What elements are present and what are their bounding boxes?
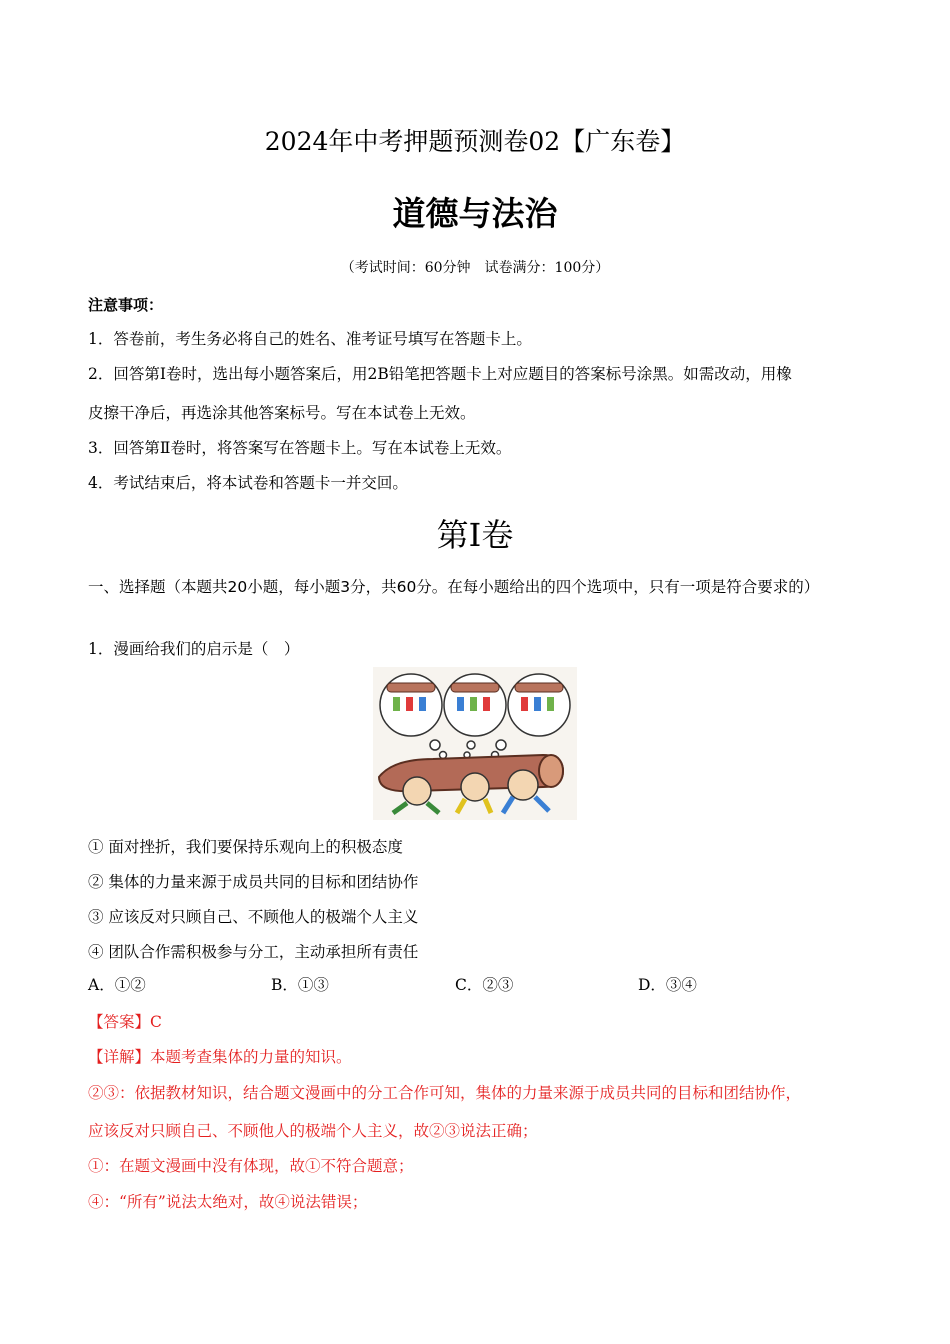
statement-item: ① 面对挫折，我们要保持乐观向上的积极态度 xyxy=(88,838,403,856)
notice-item: 皮擦干净后，再选涂其他答案标号。写在本试卷上无效。 xyxy=(88,404,476,422)
notice-item: 4．考试结束后，将本试卷和答题卡一并交回。 xyxy=(88,474,408,492)
analysis-line: ④：“所有”说法太绝对，故④说法错误； xyxy=(88,1193,368,1211)
statement-item: ② 集体的力量来源于成员共同的目标和团结协作 xyxy=(88,873,419,891)
subject-title: 道德与法治 xyxy=(392,194,558,233)
notice-item: 2．回答第Ⅰ卷时，选出每小题答案后，用2B铅笔把答题卡上对应题目的答案标号涂黑。如需改动，用橡 xyxy=(88,365,792,383)
answer-line: 【答案】C xyxy=(88,1013,162,1031)
question-stem: 1．漫画给我们的启示是（ ） xyxy=(88,640,300,658)
analysis-line: ①：在题文漫画中没有体现，故①不符合题意； xyxy=(88,1157,414,1175)
section-heading: 一、选择题（本题共20小题，每小题3分，共60分。在每小题给出的四个选项中，只有一项是符合要求的） xyxy=(88,578,820,596)
part-title: 第Ⅰ卷 xyxy=(436,516,514,554)
option-a: A．①② xyxy=(88,976,146,994)
notice-heading: 注意事项： xyxy=(88,296,164,314)
notice-item: 1．答卷前，考生务必将自己的姓名、准考证号填写在答题卡上。 xyxy=(88,330,532,348)
cartoon-image xyxy=(373,667,577,820)
statement-item: ④ 团队合作需积极参与分工，主动承担所有责任 xyxy=(88,943,419,961)
exam-info: （考试时间：60分钟 试卷满分：100分） xyxy=(340,260,610,276)
option-b: B．①③ xyxy=(271,976,329,994)
analysis-line: ②③：依据教材知识，结合题文漫画中的分工合作可知，集体的力量来源于成员共同的目标和团结协作， xyxy=(88,1084,802,1102)
detail-line: 【详解】本题考查集体的力量的知识。 xyxy=(88,1048,352,1066)
notice-item: 3．回答第Ⅱ卷时，将答案写在答题卡上。写在本试卷上无效。 xyxy=(88,439,512,457)
statement-item: ③ 应该反对只顾自己、不顾他人的极端个人主义 xyxy=(88,908,419,926)
option-d: D．③④ xyxy=(638,976,697,994)
page-title: 2024年中考押题预测卷02【广东卷】 xyxy=(264,127,686,156)
analysis-line: 应该反对只顾自己、不顾他人的极端个人主义，故②③说法正确； xyxy=(88,1122,538,1140)
option-c: C．②③ xyxy=(455,976,514,994)
